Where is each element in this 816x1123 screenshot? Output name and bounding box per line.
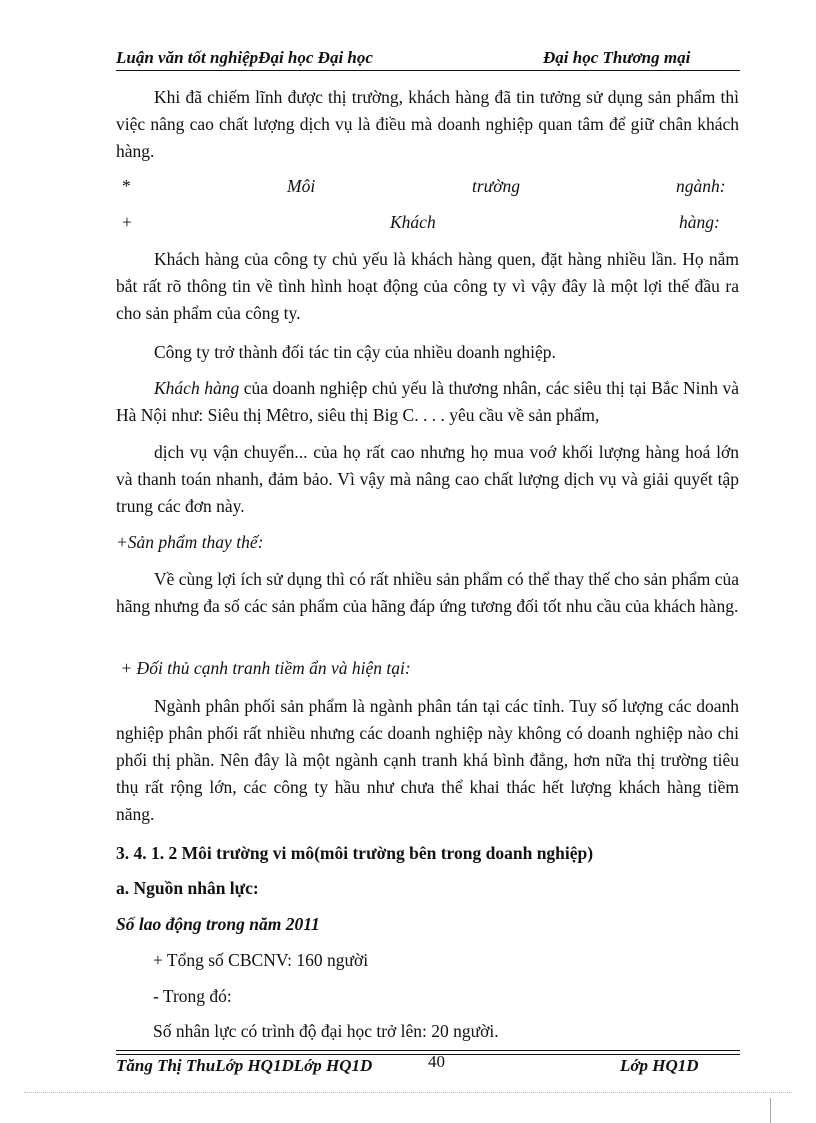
- paragraph-6: Về cùng lợi ích sử dụng thì có rất nhiều sản phẩm có thể thay thế cho sản phẩm của hãng nhưng đa số các sản phẩm của hãng đáp ứng tương đối tốt nhu cầu của khách hàng.: [116, 569, 739, 616]
- word-moi: Môi: [287, 176, 316, 196]
- header-left: Luận văn tốt nghiệpĐại học Đại học: [116, 48, 373, 67]
- heading-san-pham-thay-the: +Sản phẩm thay thế:: [116, 532, 264, 552]
- page-number: 40: [428, 1052, 445, 1071]
- bullet-plus: +: [122, 212, 132, 232]
- footer-right: Lớp HQ1D: [620, 1056, 699, 1075]
- word-hang: hàng:: [679, 212, 720, 232]
- labor-title: Số lao động trong năm 2011: [116, 914, 320, 934]
- total-staff: + Tổng số CBCNV: 160 người: [153, 950, 369, 970]
- paragraph-2: Khách hàng của công ty chủ yếu là khách hàng quen, đặt hàng nhiều lần. Họ nắm bắt rất rõ thông tin về tình hình hoạt động của công ty vì vậy đây là một lợi thế đầu ra cho sản phẩm của công ty.: [116, 249, 739, 323]
- heading-doi-thu: + Đối thủ cạnh tranh tiềm ẩn và hiện tại:: [116, 658, 411, 678]
- paragraph-1: Khi đã chiếm lĩnh được thị trường, khách hàng đã tin tưởng sử dụng sản phẩm thì việc nâng cao chất lượng dịch vụ là điều mà doanh nghiệp quan tâm để giữ chân khách hàng.: [116, 87, 739, 161]
- word-nganh: ngành:: [676, 176, 726, 196]
- page-corner-line: [770, 1098, 771, 1123]
- bullet-star: *: [122, 176, 131, 196]
- footer-rule-top: [116, 1050, 740, 1051]
- paragraph-4: [116, 375, 739, 429]
- paragraph-5: dịch vụ vận chuyển... của họ rất cao nhưng họ mua voớ khối lượng hàng hoá lớn và thanh toán nhanh, đảm bảo. Vì vậy mà nâng cao chất lượng dịch vụ và giải quyết tập trung các đơn này.: [116, 442, 739, 516]
- paragraph-4-rest: của doanh nghiệp chủ yếu là thương nhân, các siêu thị tại Bắc Ninh và Hà Nội như: Siêu thị Mêtro, siêu thị Big C. . . . yêu cầu về sản phẩm,: [116, 378, 739, 425]
- paragraph-3: Công ty trở thành đối tác tin cậy của nhiều doanh nghiệp.: [154, 342, 556, 362]
- page-bottom-dotted-border: [24, 1092, 792, 1093]
- word-truong: trường: [472, 176, 521, 196]
- khach-hang-italic: Khách hàng: [154, 378, 240, 398]
- footer-left: Tăng Thị ThuLớp HQ1DLớp HQ1D: [116, 1056, 373, 1075]
- subsection-heading: a. Nguồn nhân lực:: [116, 878, 259, 898]
- trong-do: - Trong đó:: [153, 986, 232, 1006]
- university-staff: Số nhân lực có trình độ đại học trở lên: 20 người.: [153, 1021, 499, 1041]
- word-khach: Khách: [390, 212, 436, 232]
- section-heading: 3. 4. 1. 2 Môi trường vi mô(môi trường bên trong doanh nghiệp): [116, 843, 594, 863]
- header-rule: [116, 70, 740, 71]
- header-right: Đại học Thương mại: [543, 48, 691, 67]
- paragraph-7: Ngành phân phối sản phẩm là ngành phân tán tại các tỉnh. Tuy số lượng các doanh nghiệp phân phối rất nhiều nhưng các doanh nghiệp này không có doanh nghiệp nào chi phối thị phần. Nên đây là một ngành cạnh tranh khá bình đẳng, hơn nữa thị trường tiêu thụ rất rộng lớn, các công ty hầu như chưa thể khai thác hết lượng khách hàng tiềm năng.: [116, 696, 739, 824]
